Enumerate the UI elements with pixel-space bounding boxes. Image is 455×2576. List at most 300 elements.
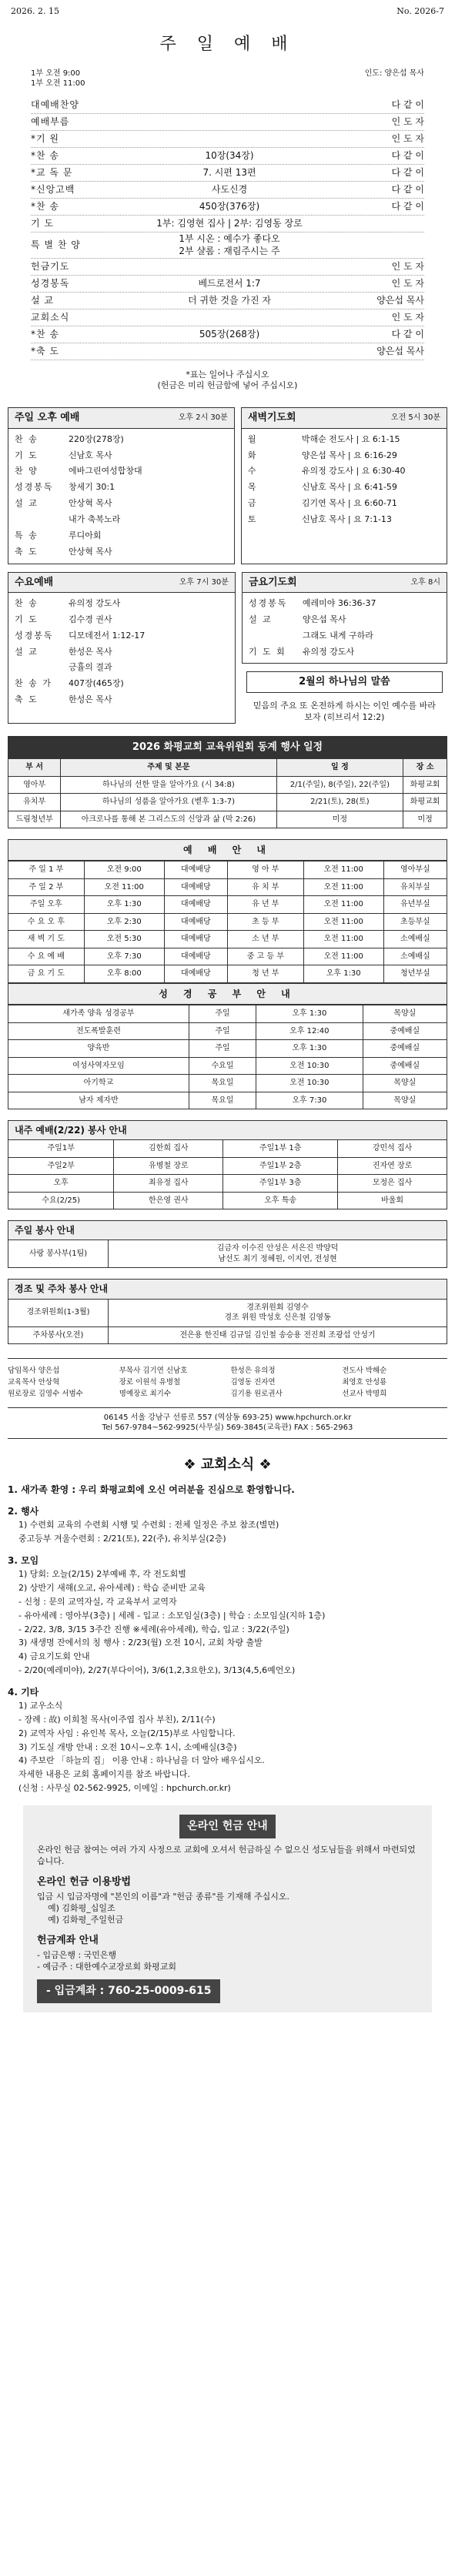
service-row (8, 512, 234, 528)
table-cell: 오전 10:30 (256, 1057, 363, 1075)
order-row (31, 199, 424, 216)
row-value: 한성은 목사 (69, 646, 112, 657)
table-cell: 아기학교 (8, 1075, 189, 1092)
staff-entry: 김기용 원로권사 (230, 1389, 283, 1398)
friday-title: 금요기도회 (248, 576, 297, 588)
row-key: 축 도 (15, 694, 38, 705)
table-row (8, 794, 447, 811)
table-cell: 수 요 오 후 (8, 913, 85, 931)
table-cell: 오전 11:00 (303, 896, 383, 914)
news-item: 2) 교역자 사임 : 유인복 목사, 오늘(2/15)부로 사임합니다. (18, 1728, 236, 1738)
table-cell: 사랑 봉사부(1팀) (8, 1240, 109, 1268)
table-cell: 중예배실 (363, 1040, 447, 1058)
table-header: 일 정 (276, 759, 403, 777)
order-leader: 인 도 자 (391, 260, 424, 272)
fellowship-table (8, 1299, 447, 1345)
table-cell: 오전 11:00 (303, 913, 383, 931)
table-cell: 청 년 부 (227, 965, 303, 983)
row-key: 찬 송 (15, 433, 38, 444)
row-key (249, 631, 303, 642)
church-address: 06145 서울 강남구 선릉로 557 (역삼동 693-25) www.hpchurch.or.kr Tel 567-9784~562-9925(사무실) 569-3845(교육관) FAX : 565-2963 (8, 1407, 447, 1439)
service-row (8, 644, 235, 661)
staff-entry: 교육목사 안상혁 (8, 1377, 60, 1387)
table-cell: 영아부 (8, 776, 61, 794)
order-label: 성경봉독 (31, 277, 70, 289)
table-header: 부 서 (8, 759, 61, 777)
table-cell: 초등부실 (383, 913, 447, 931)
order-row (31, 259, 424, 276)
table-cell: 한은영 권사 (114, 1192, 223, 1209)
table-row (8, 896, 447, 914)
table-cell: 중예배실 (363, 1057, 447, 1075)
stand-note: *표는 일어나 주십시오 (헌금은 미리 헌금함에 넣어 주십시오) (157, 369, 298, 391)
row-value: 220장(278장) (69, 433, 124, 444)
service-row (8, 544, 234, 560)
order-content: 10장(34장) (205, 149, 254, 161)
service-row (8, 448, 234, 464)
study-table (8, 1005, 447, 1109)
table-cell: 오후 8:00 (84, 965, 164, 983)
table-row (8, 1075, 447, 1092)
row-key: 화 (247, 450, 258, 460)
table-row (8, 1092, 447, 1109)
news-item: - 신청 : 문의 교역자실, 각 교육부서 교역자 (18, 1596, 177, 1607)
table-cell: 유치부실 (383, 878, 447, 896)
row-key: 찬 양 (15, 466, 38, 477)
order-leader: 다 같 이 (391, 99, 424, 110)
row-key: 토 (247, 514, 258, 524)
staff-entry: 선교사 박명희 (342, 1389, 387, 1398)
row-key: 설 교 (15, 498, 38, 509)
table-cell: 화평교회 (403, 776, 447, 794)
news-item: - 2/20(예레미야), 2/27(부다이어), 3/6(1,2,3요한오), 3/13(4,5,6예언오) (18, 1665, 296, 1676)
order-row (31, 148, 424, 165)
table-cell: 전도폭발훈련 (8, 1022, 189, 1040)
news-heading: 1. 새가족 환영 : 우리 화평교회에 오신 여러분을 진심으로 환영합니다. (8, 1484, 295, 1495)
table-row (8, 931, 447, 948)
study-title: 성 경 공 부 안 내 (8, 983, 447, 1005)
table-cell: 새 벽 기 도 (8, 931, 85, 948)
service-row (8, 596, 235, 612)
table-cell: 초 등 부 (227, 913, 303, 931)
table-row (8, 1005, 447, 1023)
service-row (243, 596, 447, 612)
wednesday-service-box (8, 572, 236, 724)
row-value: 양은섭 목사 | 요 6:16-29 (301, 450, 397, 460)
table-cell: 주일 오후 (8, 896, 85, 914)
worship-info-title: 예 배 안 내 (8, 839, 447, 861)
table-cell: 금 요 기 도 (8, 965, 85, 983)
order-row (31, 309, 424, 326)
fellowship-title: 경조 및 주차 봉사 안내 (8, 1279, 447, 1298)
staff-entry: 최영호 안성룡 (342, 1377, 387, 1387)
table-cell: 주일1부 (8, 1140, 114, 1158)
table-cell: 오후 (8, 1175, 114, 1193)
service-row (8, 676, 235, 692)
table-cell: 주차봉사(오전) (8, 1326, 109, 1344)
service-row (242, 512, 447, 528)
news-item: - 2/22, 3/8, 3/15 3주간 진행 ※세례(유아세례), 학습, 입교 : 3/22(주일) (18, 1624, 289, 1634)
dawn-title: 새벽기도회 (247, 412, 296, 424)
staff-entry: 부목사 김기연 신남호 (119, 1367, 188, 1376)
table-cell: 여성사역자모임 (8, 1057, 189, 1075)
table-row (8, 1157, 447, 1175)
order-row (31, 293, 424, 309)
table-cell: 오후 1:30 (303, 965, 383, 983)
table-row (8, 913, 447, 931)
table-cell: 소 년 부 (227, 931, 303, 948)
row-key: 성경봉독 (248, 598, 288, 609)
table-cell: 김금자 이수진 안성은 서은진 박양덕 남선도 최기 정혜원, 이지연, 전성현 (109, 1240, 447, 1268)
bulletin-header (8, 5, 447, 19)
news-item: 4) 주보란 「하늘의 집」 이용 안내 : 하나님을 더 알아 배우십시오. (18, 1755, 265, 1766)
table-cell: 중예배실 (363, 1022, 447, 1040)
order-label: 기 도 (31, 217, 54, 229)
staff-entry: 전도사 박해순 (342, 1367, 387, 1376)
account-title: 헌금계좌 안내 (37, 1934, 99, 1946)
news-item: 중고등부 겨울수련회 : 2/21(토), 22(주), 유치부실(2층) (18, 1534, 226, 1544)
row-value: 양은섭 목사 (302, 614, 346, 624)
table-cell: 오전 10:30 (256, 1075, 363, 1092)
bulletin-date: 2026. 2. 15 (11, 6, 59, 16)
row-key: 성경봉독 (15, 482, 54, 493)
table-cell: 대예배당 (164, 896, 227, 914)
table-cell: 2/21(토), 28(토) (276, 794, 403, 811)
table-header: 주제 및 본문 (61, 759, 276, 777)
row-value: 안상혁 목사 (69, 498, 112, 509)
row-value: 창세기 30:1 (69, 482, 115, 493)
table-cell: 대예배당 (164, 878, 227, 896)
table-cell: 대예배당 (164, 965, 227, 983)
table-cell: 최유정 집사 (114, 1175, 223, 1193)
order-leader: 양은섭 목사 (376, 294, 424, 306)
row-value: 에바그린여성합창대 (69, 466, 142, 477)
table-cell: 주 일 1 부 (8, 861, 85, 879)
order-leader: 다 같 이 (391, 166, 424, 178)
order-label: 설 교 (31, 294, 54, 306)
weekly-duty-title: 주일 봉사 안내 (8, 1220, 447, 1239)
order-content: 1부 시온 : 예수가 좋다오 2부 샬롬 : 재림주시는 주 (179, 233, 280, 257)
table-cell: 오후 12:40 (256, 1022, 363, 1040)
news-item: - 유아세례 : 영아부(3층) | 세례 - 입교 : 소모임실(3층) | 학습 : 소모임실(지하 1층) (18, 1610, 326, 1621)
table-cell: 오후 2:30 (84, 913, 164, 931)
table-cell: 오전 11:00 (303, 948, 383, 965)
table-cell: 오후 7:30 (256, 1092, 363, 1109)
staff-entry: 김영동 진자연 (230, 1377, 276, 1387)
account-number: - 입금계좌 : 760-25-0009-615 (37, 1979, 220, 2003)
table-cell: 모정은 집사 (338, 1175, 447, 1193)
order-label: *축 도 (31, 345, 59, 356)
row-key: 찬 송 가 (15, 678, 52, 689)
table-row (8, 1022, 447, 1040)
table-cell: 오후 특송 (223, 1192, 338, 1209)
row-key: 특 송 (15, 530, 38, 540)
table-cell: 목양실 (363, 1092, 447, 1109)
order-of-worship (31, 97, 424, 360)
row-key: 목 (247, 482, 258, 493)
row-value: 내가 축복노라 (69, 514, 121, 524)
table-row (8, 1299, 447, 1326)
table-cell: 강민석 집사 (338, 1140, 447, 1158)
table-cell: 오전 11:00 (303, 878, 383, 896)
table-row (8, 1140, 447, 1158)
dawn-time: 오전 5시 30분 (390, 413, 440, 423)
offering-head: 온라인 헌금 안내 (179, 1815, 275, 1838)
table-cell: 양육반 (8, 1040, 189, 1058)
online-offering-box (23, 1805, 432, 2012)
order-label: 특 별 찬 양 (31, 239, 81, 250)
table-row (8, 948, 447, 965)
service-row (243, 628, 447, 644)
order-leader: 인 도 자 (391, 311, 424, 323)
table-cell: 새가족 양육 성경공부 (8, 1005, 189, 1023)
row-value: 루디아회 (69, 530, 102, 540)
order-row (31, 343, 424, 360)
row-value: 유의정 강도사 (302, 646, 355, 657)
table-cell: 소예배실 (383, 948, 447, 965)
friday-time: 오후 8시 (410, 577, 440, 587)
service-row (8, 432, 234, 448)
row-key: 월 (247, 433, 258, 444)
row-key: 설 교 (15, 646, 38, 657)
service-row (243, 644, 447, 661)
table-cell: 목양실 (363, 1005, 447, 1023)
friday-prayer-box (242, 572, 447, 664)
table-cell: 목양실 (363, 1075, 447, 1092)
service-row (242, 463, 447, 480)
table-cell: 미정 (403, 811, 447, 828)
table-cell: 김한희 집사 (114, 1140, 223, 1158)
table-cell: 대예배당 (164, 861, 227, 879)
staff-entry: 원로장로 김영수 서범수 (8, 1389, 83, 1398)
row-value: 그래도 내게 구하라 (302, 630, 373, 641)
order-label: *신앙고백 (31, 183, 75, 195)
example-2: 예) 김화평_주일헌금 (48, 1914, 124, 1925)
news-item: (신청 : 사무실 02-562-9925, 이메일 : hpchurch.or.kr) (18, 1783, 231, 1794)
news-item: - 장례 : 故) 이희철 목사(이주엽 집사 부친), 2/11(수) (18, 1714, 216, 1725)
order-row (31, 114, 424, 131)
order-leader: 인 도 자 (391, 132, 424, 144)
order-content: 505장(268장) (199, 328, 260, 340)
service-row (243, 612, 447, 628)
table-cell: 오전 9:00 (84, 861, 164, 879)
table-cell: 진자연 장로 (338, 1157, 447, 1175)
table-row (8, 878, 447, 896)
table-cell: 주일2부 (8, 1157, 114, 1175)
row-key: 금 (247, 498, 258, 509)
bulletin-number: No. 2026-7 (396, 6, 444, 16)
worship-info-table (8, 861, 447, 983)
row-key: 기 도 (15, 614, 38, 624)
table-cell: 바울회 (338, 1192, 447, 1209)
dawn-prayer-box (241, 407, 447, 564)
table-cell: 대예배당 (164, 931, 227, 948)
method-title: 온라인 헌금 이용방법 (37, 1875, 132, 1888)
table-cell: 남자 제자반 (8, 1092, 189, 1109)
table-cell: 주일 (189, 1022, 256, 1040)
committee-title: 2026 화평교회 교육위원회 동계 행사 일정 (8, 736, 447, 759)
order-content: 1부: 김영현 집사 | 2부: 김영동 장로 (156, 217, 303, 229)
table-cell: 전은용 한진태 김규일 김인철 송승용 전진희 조광섭 안성기 (109, 1326, 447, 1344)
staff-entry: 명예장로 최기수 (119, 1389, 172, 1398)
row-key: 찬 송 (15, 598, 38, 609)
service-row (242, 448, 447, 464)
table-cell: 영아부실 (383, 861, 447, 879)
order-row (31, 97, 424, 114)
table-cell: 주일1부 2층 (223, 1157, 338, 1175)
row-key: 기 도 회 (248, 646, 286, 657)
order-label: 대예배찬양 (31, 99, 79, 110)
table-cell: 드림청년부 (8, 811, 61, 828)
news-item: 1) 당회: 오늘(2/15) 2부예배 후, 각 전도회별 (18, 1569, 186, 1580)
friday-and-word (242, 572, 447, 724)
method-text: 입금 시 입금자명에 "본인의 이름"과 "헌금 종류"를 기재해 주십시오. (37, 1892, 289, 1902)
table-cell: 소예배실 (383, 931, 447, 948)
news-item: 1) 교우소식 (18, 1701, 63, 1711)
row-key: 성경봉독 (15, 630, 54, 641)
row-value: 유의정 강도사 | 요 6:30-40 (301, 466, 406, 477)
row-key: 축 도 (15, 546, 38, 557)
table-cell: 주 일 2 부 (8, 878, 85, 896)
order-row (31, 216, 424, 233)
table-cell: 유병철 장로 (114, 1157, 223, 1175)
table-cell: 대예배당 (164, 948, 227, 965)
order-content: 사도신경 (211, 183, 248, 195)
row-key (15, 662, 69, 674)
table-row (8, 1326, 447, 1344)
table-cell: 오후 1:30 (256, 1040, 363, 1058)
news-heading: 4. 기타 (8, 1686, 39, 1698)
order-row (31, 131, 424, 148)
order-content: 7. 시편 13편 (202, 166, 256, 178)
row-value: 디모데전서 1:12-17 (69, 630, 146, 641)
weekly-duty-table (8, 1239, 447, 1268)
staff-entry: 한성은 유의정 (230, 1367, 276, 1376)
service-times (8, 69, 447, 89)
table-cell: 주일1부 3층 (223, 1175, 338, 1193)
account-holder: - 예금주 : 대한예수교장로회 화평교회 (37, 1962, 177, 1972)
table-cell: 중 고 등 부 (227, 948, 303, 965)
service-row (8, 628, 235, 644)
row-value: 예레미야 36:36-37 (302, 598, 376, 609)
news-item: 3) 새생명 잔에서의 칭 행사 : 2/23(월) 오전 10시, 교회 차량 출발 (18, 1638, 263, 1648)
order-label: 예배부름 (31, 115, 70, 127)
service-row (8, 496, 234, 512)
order-label: *찬 송 (31, 328, 59, 340)
news-title: ❖ 교회소식 ❖ (183, 1456, 272, 1473)
table-cell: 영 아 부 (227, 861, 303, 879)
staff-entry: 담임목사 양은섭 (8, 1367, 60, 1376)
order-leader: 다 같 이 (391, 183, 424, 195)
table-cell: 수요일 (189, 1057, 256, 1075)
order-row (31, 326, 424, 343)
order-label: *교 독 문 (31, 166, 73, 178)
table-cell: 하나님의 성품을 알아가요 (벧후 1:3-7) (61, 794, 276, 811)
news-heading: 3. 모임 (8, 1554, 39, 1566)
table-header: 장 소 (403, 759, 447, 777)
example-1: 예) 김화평_십일조 (48, 1902, 115, 1913)
order-row (31, 276, 424, 293)
service-row (8, 612, 235, 628)
services-row-1 (8, 407, 447, 564)
row-value: 407장(465장) (69, 678, 124, 689)
service-times-left: 1부 오전 9:00 1부 오전 11:00 (31, 69, 85, 89)
row-value: 신남호 목사 | 요 7:1-13 (301, 514, 392, 524)
row-value: 박해순 전도사 | 요 6:1-15 (301, 433, 400, 444)
table-cell: 주일 (189, 1040, 256, 1058)
afternoon-service-box (8, 407, 235, 564)
services-row-2 (8, 572, 447, 724)
row-value: 안상혁 목사 (69, 546, 112, 557)
table-cell: 화평교회 (403, 794, 447, 811)
staff-list (8, 1358, 447, 1399)
service-row (8, 692, 235, 708)
table-cell: 주일1부 1층 (223, 1140, 338, 1158)
order-leader: 다 같 이 (391, 149, 424, 161)
table-cell: 오후 1:30 (256, 1005, 363, 1023)
order-row (31, 233, 424, 259)
table-cell: 미정 (276, 811, 403, 828)
order-leader: 인 도 자 (391, 277, 424, 289)
table-cell: 유치부 (8, 794, 61, 811)
row-value: 유의정 강도사 (69, 598, 121, 609)
service-duty-title: 내주 예배(2/22) 봉사 안내 (8, 1120, 447, 1139)
table-cell: 오후 1:30 (84, 896, 164, 914)
table-row (8, 965, 447, 983)
order-leader: 다 같 이 (391, 328, 424, 340)
service-leader: 인도: 양은섭 목사 (364, 69, 424, 78)
afternoon-time: 오후 2시 30분 (178, 413, 228, 423)
service-row (8, 480, 234, 496)
table-cell: 유 치 부 (227, 878, 303, 896)
table-cell: 목요일 (189, 1075, 256, 1092)
service-row (242, 480, 447, 496)
committee-table (8, 758, 447, 828)
table-cell: 오전 5:30 (84, 931, 164, 948)
order-label: *기 원 (31, 132, 59, 144)
order-content: 450장(376장) (199, 200, 260, 212)
order-content: 베드로전서 1:7 (198, 277, 261, 289)
table-cell: 유년부실 (383, 896, 447, 914)
row-value: 김기연 목사 | 요 6:60-71 (301, 498, 397, 509)
order-row (31, 165, 424, 182)
news-item: 자세한 내용은 교회 홈페이지를 참조 바랍니다. (18, 1769, 190, 1780)
order-leader: 인 도 자 (391, 115, 424, 127)
table-row (8, 1240, 447, 1268)
table-cell: 2/1(주일), 8(주일), 22(주일) (276, 776, 403, 794)
table-cell: 유 년 부 (227, 896, 303, 914)
news-item: 1) 수련회 교육의 수련회 시행 및 수련회 : 전체 일정은 주보 참조(별면) (18, 1520, 279, 1531)
service-row (8, 528, 234, 544)
monthly-word-text: 믿음의 주요 또 온전하게 하시는 이인 예수를 바라보자 (히브리서 12:2) (253, 700, 436, 722)
table-row (8, 1057, 447, 1075)
table-cell: 경조위원회 김영수 경조 위원 박성호 신은철 김영동 (109, 1299, 447, 1326)
row-value: 신남호 목사 (69, 450, 112, 460)
table-row (8, 1175, 447, 1193)
table-cell: 주일 (189, 1005, 256, 1023)
row-value: 김수경 권사 (69, 614, 112, 624)
afternoon-title: 주일 오후 예배 (15, 412, 80, 424)
row-value: 긍휼의 결과 (69, 662, 112, 673)
service-duty-table (8, 1139, 447, 1209)
row-value: 한성은 목사 (69, 694, 112, 705)
table-cell: 수 요 예 배 (8, 948, 85, 965)
table-cell: 수요(2/25) (8, 1192, 114, 1209)
news-item: 2) 상반기 새해(오교, 유아세례) : 학습 준비반 교육 (18, 1582, 206, 1593)
staff-entry: 장로 이원석 유병철 (119, 1377, 181, 1387)
table-cell: 아크로나를 통해 본 그리스도의 신앙과 삶 (막 2:26) (61, 811, 276, 828)
offering-desc: 온라인 헌금 참여는 여러 가지 사정으로 교회에 오셔서 헌금하실 수 없으신 성도님들을 위해서 마련되었습니다. (37, 1844, 416, 1866)
